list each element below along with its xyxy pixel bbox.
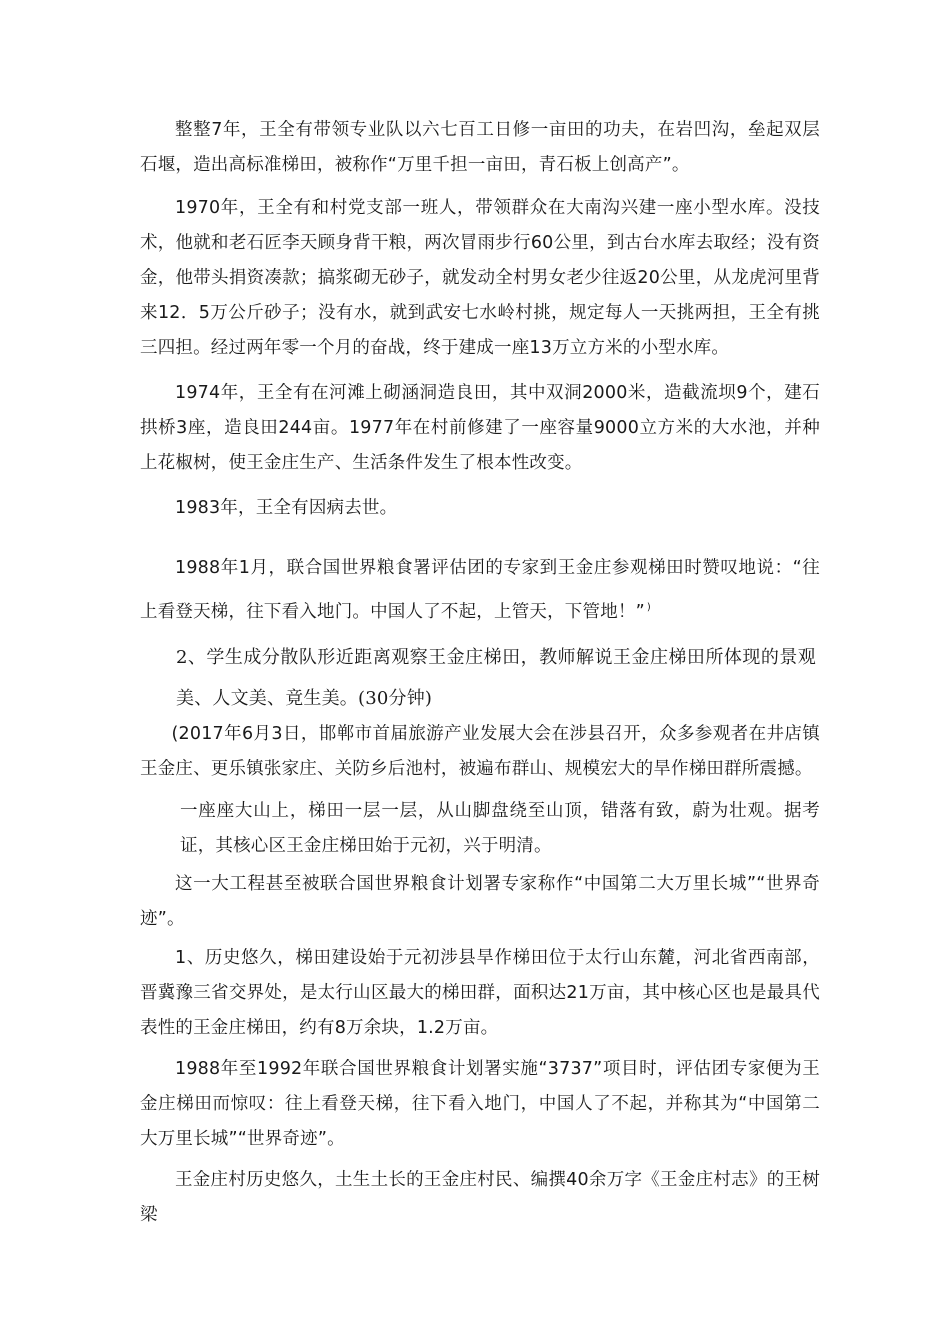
- paragraph-death-1983: 1983年，王全有因病去世。: [175, 498, 398, 518]
- paragraph-project-3737: 1988年至1992年联合国世界粮食计划署实施“3737”项目时，评估团专家便为王金庄梯田而惊叹：往上看登天梯，往下看入地门，中国人了不起，并称其为“中国第二大万里长城”“世界奇迹”。: [140, 1059, 820, 1149]
- paragraph-tourism-conference: (2017年6月3日，邯郸市首届旅游产业发展大会在涉县召开，众多参观者在井店镇王金庄、更乐镇张家庄、关防乡后池村，被遍布群山、规模宏大的旱作梯田群所震撼。: [140, 724, 820, 779]
- paragraph-reservoir-1970: 1970年，王全有和村党支部一班人，带领群众在大南沟兴建一座小型水库。没技术，他就和老石匠李天顾身背干粮，两次冒雨步行60公里，到古台水库去取经；没有资金，他带头捐资凑款；搞浆砌无砂子，就发动全村男女老少往返20公里，从龙虎河里背来12．5万公斤砂子；没有水，就到武安七水岭村挑，规定每人一天挑两担，王全有挑三四担。经过两年零一个月的奋战，终于建成一座13万立方米的小型水库。: [140, 198, 820, 358]
- paragraph-history: 1、历史悠久，梯田建设始于元初涉县旱作梯田位于太行山东麓，河北省西南部，晋冀豫三省交界处，是太行山区最大的梯田群，面积达21万亩，其中核心区也是最具代表性的王金庄梯田，约有8万余块，1.2万亩。: [140, 948, 820, 1038]
- paragraph-un-experts-text: 1988年1月，联合国世界粮食署评估团的专家到王金庄参观梯田时赞叹地说：“往上看登天梯，往下看入地门。中国人了不起，上管天，下管地！”: [140, 558, 820, 622]
- paragraph-student-activity: 2、学生成分散队形近距离观察王金庄梯田，教师解说王金庄梯田所体现的景观美、人文美、竟生美。(30分钟): [176, 647, 816, 709]
- paragraph-culvert-1974: 1974年，王全有在河滩上砌涵洞造良田，其中双洞2000米，造截流坝9个，建石拱桥3座，造良田244亩。1977年在村前修建了一座容量9000立方米的大水池，并种上花椒树，使王金庄生产、生活条件发生了根本性改变。: [140, 383, 820, 473]
- paragraph-great-wall: 这一大工程甚至被联合国世界粮食计划署专家称作“中国第二大万里长城”“世界奇迹”。: [140, 874, 820, 929]
- paragraph-un-experts-1988: [140, 548, 820, 632]
- footnote-mark: ): [646, 602, 651, 613]
- paragraph-terrace-scenery: 一座座大山上，梯田一层一层，从山脚盘绕至山顶，错落有致，蔚为壮观。据考证，其核心区王金庄梯田始于元初，兴于明清。: [180, 801, 820, 856]
- paragraph-terrace-construction: 整整7年，王全有带领专业队以六七百工日修一亩田的功夫，在岩凹沟，垒起双层石堰，造出高标准梯田，被称作“万里千担一亩田，青石板上创高产”。: [140, 120, 820, 175]
- paragraph-village-history: 王金庄村历史悠久，土生土长的王金庄村民、编撰40余万字《王金庄村志》的王树梁: [140, 1170, 820, 1225]
